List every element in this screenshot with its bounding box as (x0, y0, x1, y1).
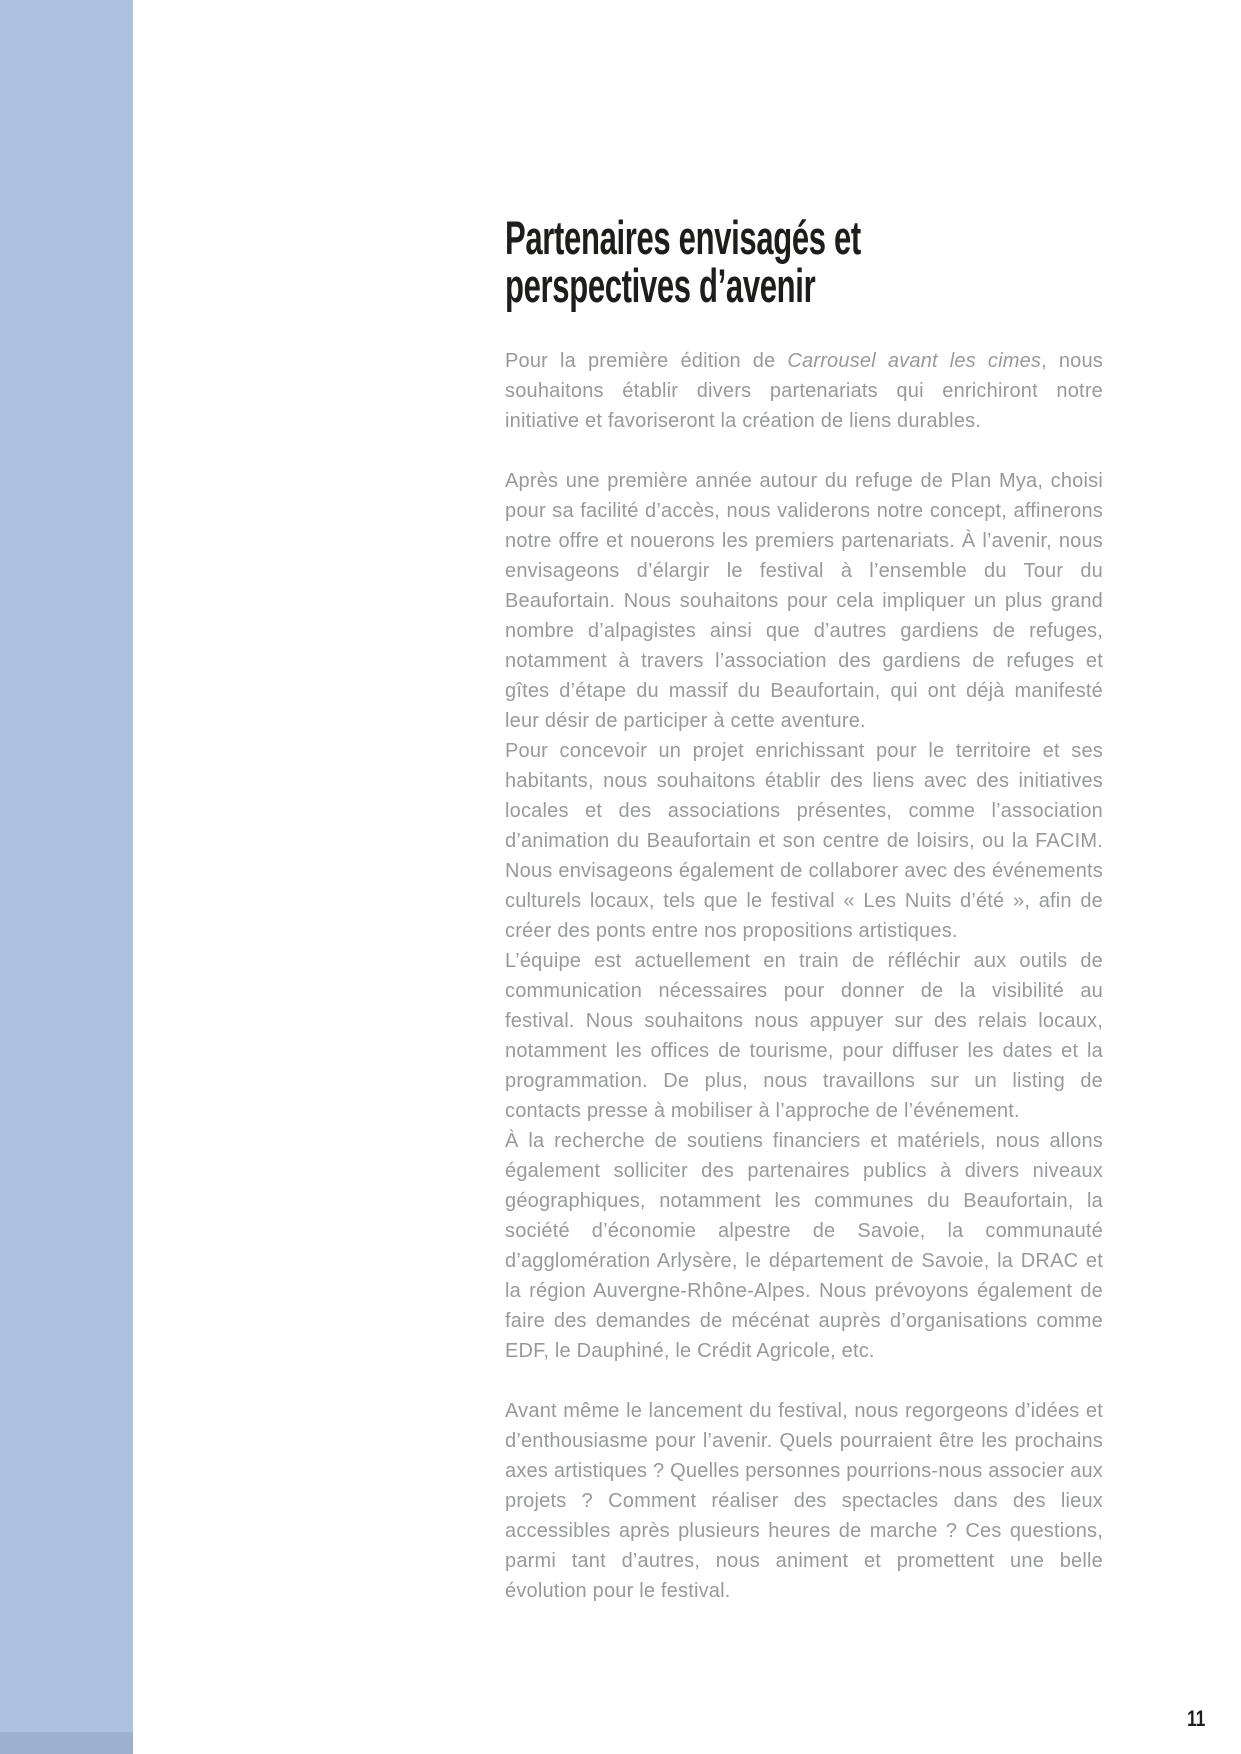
paragraph-text-italic: Carrousel avant les cimes (787, 350, 1042, 372)
page-title (505, 211, 900, 312)
paragraph-text: L’équipe est actuellement en train de réfléchir aux outils de communication nécessaires pour donner de la visibilité au festival. Nous souhaitons nous appuyer sur des relais locaux, notamment les offices de tourisme, pour diffuser les dates et la programmation. De plus, nous travaillons sur un listing de contacts presse à mobiliser à l’approche de l’événement. (505, 950, 1103, 1122)
paragraph-text: , nous souhaitons établir divers partenariats qui enrichiront notre initiative et favoriseront la création de liens durables. (505, 350, 1104, 432)
paragraph-text: À la recherche de soutiens financiers et matériels, nous allons également solliciter des partenaires publics à divers niveaux géographiques, notamment les communes du Beaufortain, la société d’économie alpestre de Savoie, la communauté d’agglomération Arlysère, le département de Savoie, la DRAC et la région Auvergne-Rhône-Alpes. Nous prévoyons également de faire des demandes de mécénat auprès d’organisations comme EDF, le Dauphiné, le Crédit Agricole, etc. (505, 1130, 1103, 1362)
paragraph-text: Avant même le lancement du festival, nous regorgeons d’idées et d’enthousiasme pour l’avenir. Quels pourraient être les prochains axes artistiques ? Quelles personnes pourrions-nous associer aux projets ? Comment réaliser des spectacles dans des lieux accessibles après plusieurs heures de marche ? Ces questions, parmi tant d’autres, nous animent et promettent une belle évolution pour le festival. (505, 1400, 1103, 1602)
page-title-line-1: Partenaires envisagés et (505, 211, 861, 264)
article-column (505, 211, 1104, 1606)
paragraph (505, 466, 1103, 736)
paragraph (505, 1126, 1103, 1366)
paragraph (505, 346, 1103, 436)
paragraph-text: Pour concevoir un projet enrichissant pour le territoire et ses habitants, nous souhaitons établir des liens avec des initiatives locales et des associations présentes, comme l’association d’animation du Beaufortain et son centre de loisirs, ou la FACIM. Nous envisageons également de collaborer avec des événements culturels locaux, tels que le festival « Les Nuits d’été », afin de créer des ponts entre nos propositions artistiques. (505, 740, 1103, 942)
page-number: 11 (1186, 1706, 1205, 1731)
paragraph (505, 1396, 1103, 1606)
paragraph-text: Pour la première édition de (505, 350, 788, 372)
page-title-line-2: perspectives d’avenir (505, 259, 816, 312)
left-accent-band (0, 0, 133, 1754)
left-accent-band-footer (0, 1732, 133, 1754)
paragraph (505, 736, 1103, 946)
paragraph (505, 946, 1103, 1126)
paragraph-text: Après une première année autour du refuge de Plan Mya, choisi pour sa facilité d’accès, nous validerons notre concept, affinerons notre offre et nouerons les premiers partenariats. À l’avenir, nous envisageons d’élargir le festival à l’ensemble du Tour du Beaufortain. Nous souhaitons pour cela impliquer un plus grand nombre d’alpagistes ainsi que d’autres gardiens de refuges, notamment à travers l’association des gardiens de refuges et gîtes d’étape du massif du Beaufortain, qui ont déjà manifesté leur désir de participer à cette aventure. (505, 470, 1103, 732)
article-body (505, 346, 1103, 1606)
